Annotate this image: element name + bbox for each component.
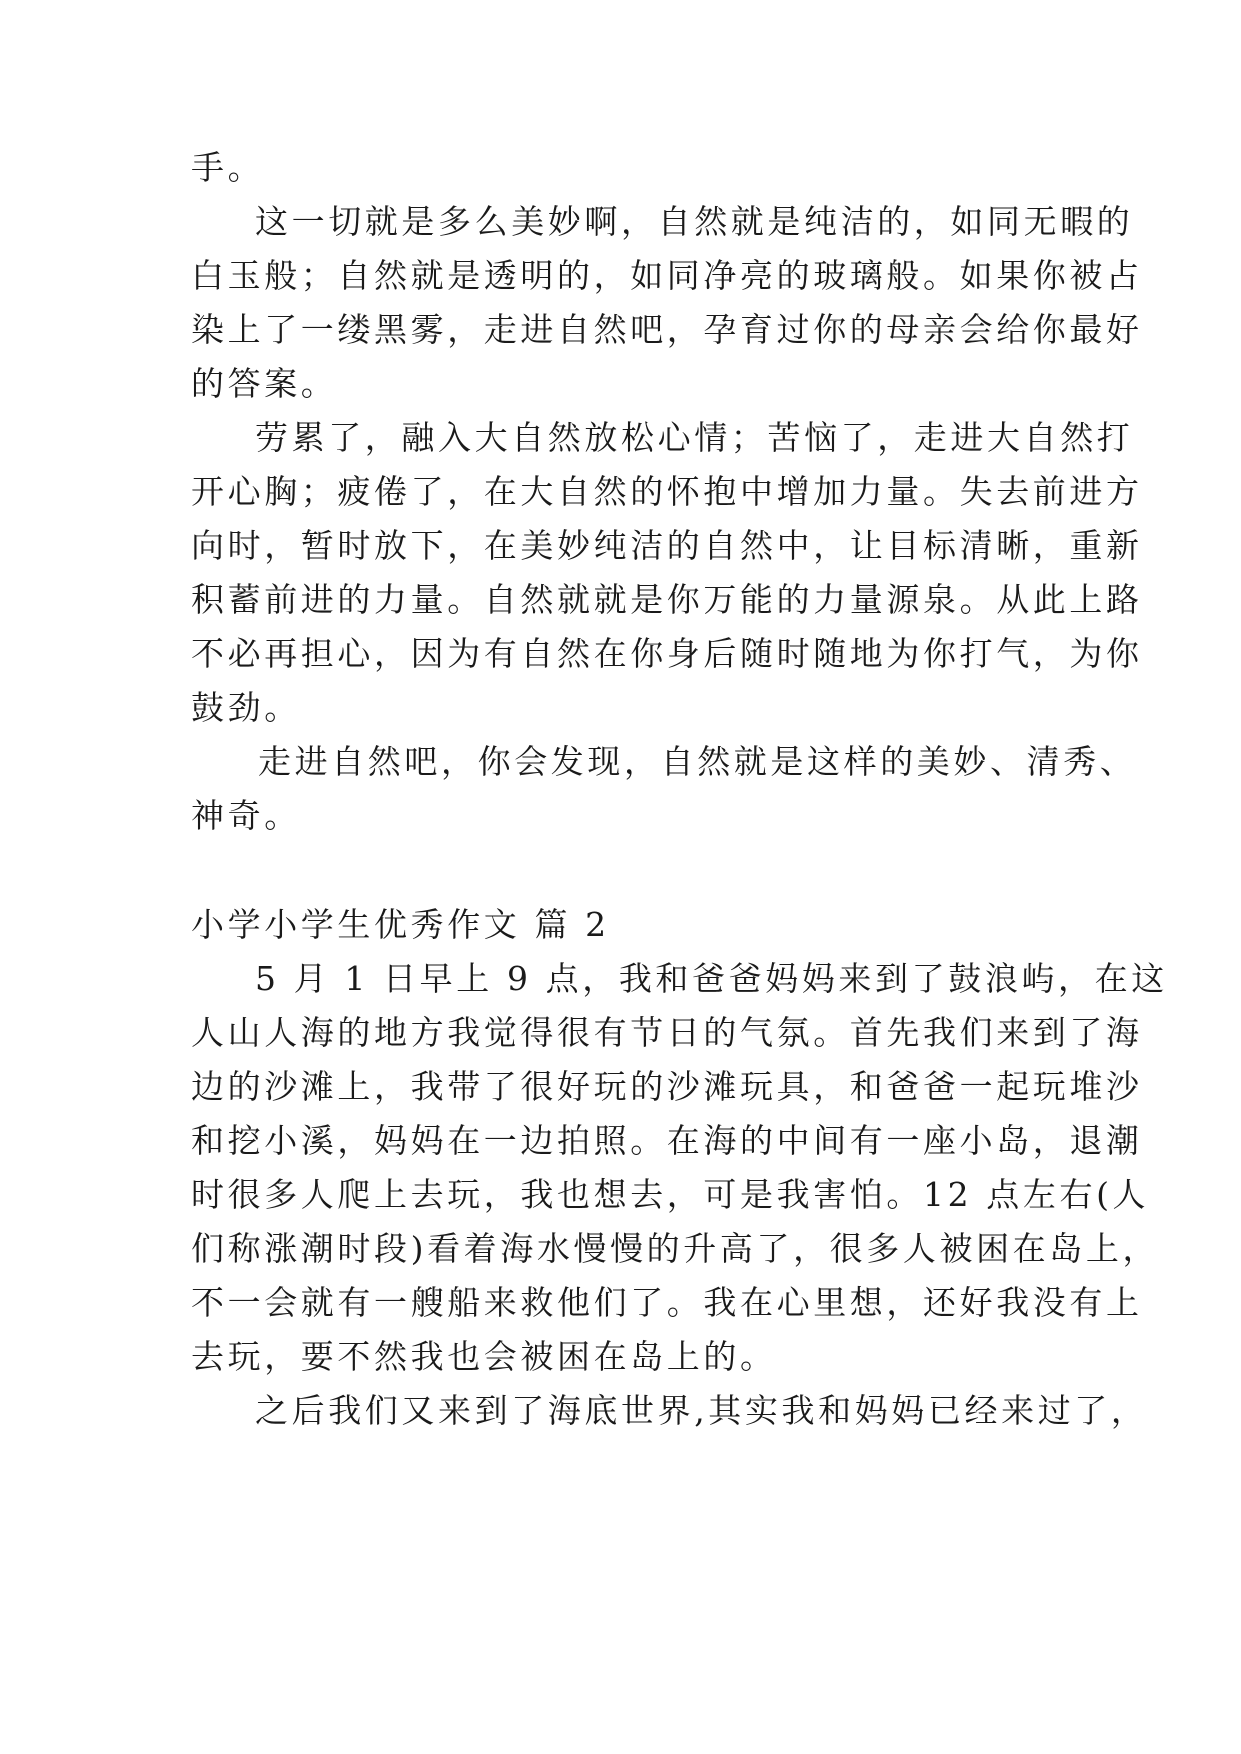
text-line: 去玩，要不然我也会被困在岛上的。 [191, 1337, 777, 1376]
text-line: 神奇。 [191, 796, 301, 835]
paragraph-start: 5 月 1 日早上 9 点，我和爸爸妈妈来到了鼓浪屿，在这 [255, 959, 1168, 998]
text-line: 的答案。 [191, 364, 338, 403]
paragraph-start: 走进自然吧，你会发现，自然就是这样的美妙、清秀、 [258, 742, 1137, 781]
paragraph-start: 之后我们又来到了海底世界,其实我和妈妈已经来过了， [255, 1391, 1148, 1430]
text-line: 时很多人爬上去玩，我也想去，可是我害怕。12 点左右(人 [191, 1175, 1150, 1214]
text-line: 白玉般；自然就是透明的，如同净亮的玻璃般。如果你被占 [191, 256, 1143, 295]
text-line: 向时，暂时放下，在美妙纯洁的自然中，让目标清晰，重新 [191, 526, 1143, 565]
text-line: 染上了一缕黑雾，走进自然吧，孕育过你的母亲会给你最好 [191, 310, 1143, 349]
text-line: 人山人海的地方我觉得很有节日的气氛。首先我们来到了海 [191, 1013, 1143, 1052]
paragraph-start: 劳累了，融入大自然放松心情；苦恼了，走进大自然打 [255, 418, 1134, 457]
text-line: 鼓劲。 [191, 688, 301, 727]
text-line: 们称涨潮时段)看着海水慢慢的升高了，很多人被困在岛上， [191, 1229, 1160, 1268]
text-line: 和挖小溪，妈妈在一边拍照。在海的中间有一座小岛，退潮 [191, 1121, 1143, 1160]
paragraph-start: 这一切就是多么美妙啊，自然就是纯洁的，如同无暇的 [255, 202, 1134, 241]
section-heading: 小学小学生优秀作文 篇 2 [191, 905, 610, 944]
text-line: 边的沙滩上，我带了很好玩的沙滩玩具，和爸爸一起玩堆沙 [191, 1067, 1143, 1106]
text-line: 手。 [191, 148, 265, 187]
text-line: 不一会就有一艘船来救他们了。我在心里想，还好我没有上 [191, 1283, 1143, 1322]
text-line: 积蓄前进的力量。自然就就是你万能的力量源泉。从此上路 [191, 580, 1143, 619]
text-line: 开心胸；疲倦了，在大自然的怀抱中增加力量。失去前进方 [191, 472, 1143, 511]
text-line: 不必再担心，因为有自然在你身后随时随地为你打气，为你 [191, 634, 1143, 673]
